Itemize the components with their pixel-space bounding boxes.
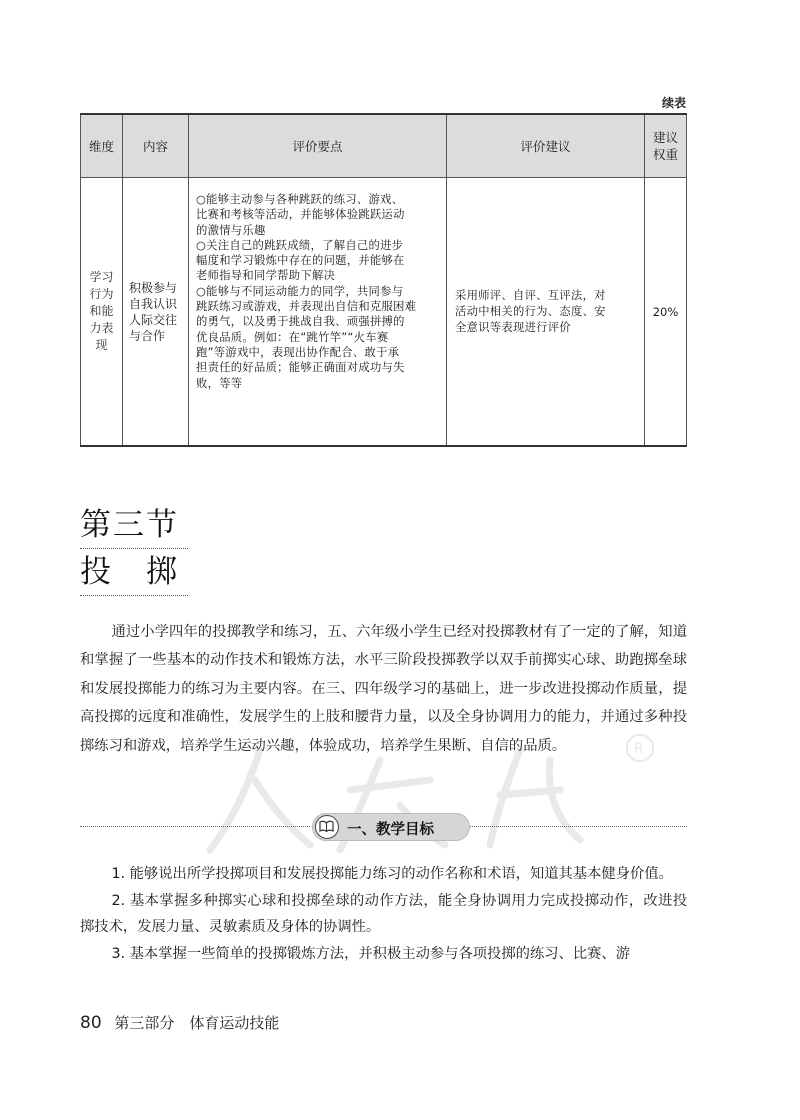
points-line: 比赛和考核等活动，并能够体验跳跃运动 (196, 208, 405, 222)
cell-dimension (81, 178, 123, 447)
cell-suggestion (447, 178, 645, 447)
cell-weight: 20% (645, 178, 687, 447)
intro-paragraph: 通过小学四年的投掷教学和练习，五、六年级小学生已经对投掷教材有了一定的了解，知道和掌握了一些基本的动作技术和锻炼方法，水平三阶段投掷教学以双手前掷实心球、助跑掷垒球和发展投掷能力的练习为主要内容。在三、四年级学习的基础上，进一步改进投掷动作质量，提高投掷的远度和准确性，发展学生的上肢和腰背力量，以及全身协调用力的能力，并通过多种投掷练习和游戏，培养学生运动兴趣，体验成功，培养学生果断、自信的品质。 (80, 624, 687, 754)
evaluation-table (80, 113, 687, 447)
header-points: 评价要点 (189, 114, 447, 178)
points-line: 担责任的好品质；能够正确面对成功与失 (196, 361, 405, 375)
suggestion-line: 全意识等表现进行评价 (455, 320, 571, 334)
intro-paragraph-block (80, 618, 687, 760)
points-line: ○关注自己的跳跃成绩，了解自己的进步 (196, 238, 404, 252)
points-line: 的勇气，以及勇于挑战自我、顽强拼搏的 (196, 315, 405, 329)
points-line: 幅度和学习锻炼中存在的问题，并能够在 (196, 254, 405, 268)
points-line: ○能够与不同运动能力的同学，共同参与 (196, 284, 404, 298)
subsection-rule-left (80, 826, 310, 827)
header-dimension: 维度 (81, 114, 123, 178)
section-number: 第三节 (80, 507, 179, 543)
subsection-rule-right (470, 826, 687, 827)
dimension-line: 力表 (89, 321, 114, 335)
goals-list (80, 861, 687, 967)
page-footer (80, 1012, 279, 1033)
header-weight-line1: 建议 (652, 130, 678, 145)
header-weight (645, 114, 687, 178)
points-line: 老师指导和同学帮助下解决 (196, 269, 336, 283)
header-suggestion: 评价建议 (447, 114, 645, 178)
svg-text:R: R (634, 741, 644, 757)
content-line: 积极参与 (129, 280, 178, 295)
dimension-line: 学习 (89, 270, 114, 284)
page-number: 80 (80, 1013, 102, 1033)
goal-item: 1. 能够说出所学投掷项目和发展投掷能力练习的动作名称和术语，知道其基本健身价值。 (111, 866, 673, 882)
header-weight-line2: 权重 (652, 147, 678, 162)
subsection-badge (312, 813, 470, 841)
section-title: 投 掷 (80, 554, 179, 590)
book-icon (315, 815, 339, 839)
content-line: 人际交往 (129, 312, 178, 327)
section-title-divider (80, 548, 188, 549)
section-title-underline (80, 595, 188, 596)
cell-points (189, 178, 447, 447)
table-header-row (81, 114, 687, 178)
part-title: 第三部分 体育运动技能 (114, 1014, 280, 1032)
points-line: 跳跃练习或游戏，并表现出自信和克服困难 (196, 300, 417, 314)
points-line: 败，等等 (196, 376, 243, 390)
points-line: ○能够主动参与各种跳跃的练习、游戏、 (196, 193, 404, 206)
content-line: 与合作 (129, 328, 166, 343)
cell-content (123, 178, 189, 447)
subsection-title: 一、教学目标 (347, 822, 434, 838)
continued-label: 续表 (661, 96, 686, 110)
goal-item: 3. 基本掌握一些简单的投掷锻炼方法，并积极主动参与各项投掷的练习、比赛、游 (111, 945, 631, 962)
dimension-line: 和能 (89, 304, 114, 318)
table-row (81, 178, 687, 447)
points-line: 跑”等游戏中，表现出协作配合、敢于承 (196, 345, 400, 359)
points-line: 的激情与乐趣 (196, 223, 266, 237)
dimension-line: 行为 (89, 287, 114, 301)
suggestion-line: 采用师评、自评、互评法，对 (455, 288, 606, 302)
header-content: 内容 (123, 114, 189, 178)
dimension-line: 现 (95, 338, 108, 352)
suggestion-line: 活动中相关的行为、态度、安 (455, 304, 606, 318)
points-line: 优良品质。例如：在“跳竹竿”“火车赛 (196, 330, 389, 344)
content-line: 自我认识 (129, 296, 178, 311)
goal-item: 2. 基本掌握多种掷实心球和投掷垒球的动作方法，能全身协调用力完成投掷动作，改进投掷技术，发展力量、灵敏素质及身体的协调性。 (80, 892, 687, 936)
